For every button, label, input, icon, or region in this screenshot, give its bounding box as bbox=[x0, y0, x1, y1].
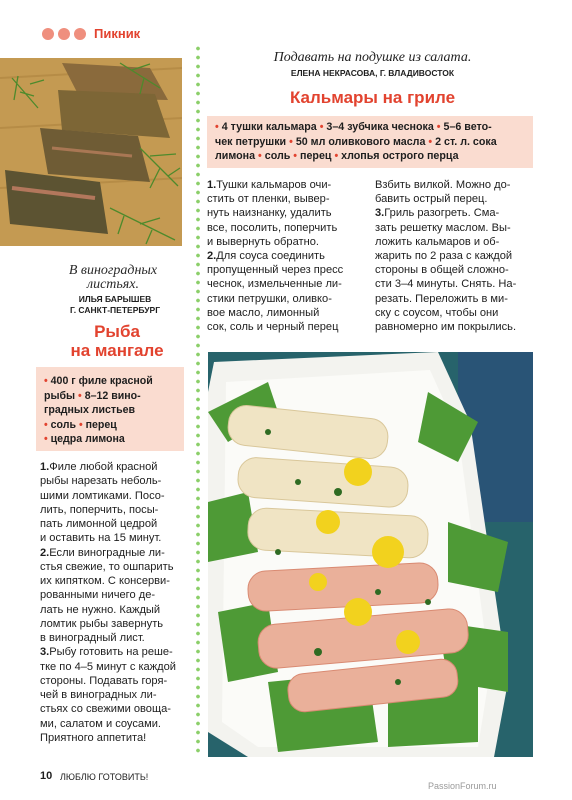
section-label: Пикник bbox=[94, 26, 141, 41]
ingredient: хлопья острого перца bbox=[341, 150, 459, 163]
watermark: PassionForum.ru bbox=[428, 781, 497, 791]
ingredient: 2 ст. л. сока bbox=[435, 135, 497, 148]
magazine-name: ЛЮБЛЮ ГОТОВИТЬ! bbox=[60, 772, 149, 782]
ingredient: 8–12 вино- bbox=[84, 389, 141, 402]
dot-icon bbox=[58, 28, 70, 40]
squid-author: ЕЛЕНА НЕКРАСОВА, Г. ВЛАДИВОСТОК bbox=[290, 68, 455, 78]
ingredient: соль bbox=[264, 150, 291, 163]
fish-author: ИЛЬЯ БАРЫШЕВ Г. САНКТ-ПЕТЕРБУРГ bbox=[69, 294, 161, 315]
squid-steps-col-1: 1.Тушки кальмаров очи- стить от пленки, вывер- нуть наизнанку, удалить все, посолить, поперчить и вывернуть обратно. 2.Для соуса соединить пропущенный через пресс чеснок, измельченные ли- стики петрушки, оливко- вое масло, лимонный сок, соль и черный перец bbox=[207, 179, 344, 334]
dotted-divider bbox=[193, 44, 203, 756]
ingredient: перец bbox=[300, 150, 332, 163]
ingredient: градных листьев bbox=[44, 404, 136, 416]
fish-steps: 1.Филе любой красной рыбы нарезать неболь- шими ломтиками. Посо- лить, поперчить, посы- пать лимонной цедрой и оставить на 15 минут. 2.Если виноградные ли- стья свежие, то ошпарить их кипятком. С консерви- рованными ничего де- лать не нужно. Каждый ломтик рыбы завернуть в виноградный лист. 3.Рыбу готовить на реше- тке по 4–5 минут с каждой стороны. Подавать горя- чей в виноградных ли- стьях со свежими овоща- ми, салатом и соусами. Приятного аппетита! bbox=[40, 461, 176, 744]
squid-photo bbox=[208, 352, 533, 757]
ingredient: 400 г филе красной bbox=[50, 375, 153, 387]
squid-recipe-title: Кальмары на гриле bbox=[289, 88, 456, 107]
ingredient: лимона bbox=[215, 150, 256, 163]
ingredient: соль bbox=[50, 418, 76, 431]
dot-icon bbox=[42, 28, 54, 40]
ingredient: 5–6 вето- bbox=[443, 121, 492, 133]
squid-ingredients-box: • 4 тушки кальмара • 3–4 зубчика чеснока • 5–6 вето- чек петрушки • 50 мл оливкового масла • 2 ст. л. сока лимона • соль • перец • хлопья острого перца bbox=[207, 116, 533, 168]
ingredient: рыбы bbox=[44, 389, 76, 402]
page-number: 10 bbox=[40, 770, 53, 782]
ingredient: 50 мл оливкового масла bbox=[295, 135, 426, 148]
squid-serving-note: Подавать на подушке из салата. bbox=[273, 50, 472, 65]
ingredient: чек петрушки bbox=[215, 135, 287, 148]
section-dots bbox=[42, 28, 86, 40]
ingredient: 3–4 зубчика чеснока bbox=[326, 121, 434, 133]
ingredient: 4 тушки кальмара bbox=[221, 121, 317, 133]
squid-steps-col-2: Взбить вилкой. Можно до- бавить острый перец. 3.Гриль разогреть. Сма- зать решетку маслом. Вы- ложить кальмаров и об- жарить по 2 раза с каждой стороны в общей сложно- сти 3–4 минуты. Снять. На- резать. Переложить в ми- ску с соусом, чтобы они равномерно им покрылись. bbox=[375, 179, 517, 334]
dot-icon bbox=[74, 28, 86, 40]
fish-serving-note: В виноградных листьях. bbox=[68, 263, 158, 292]
fish-recipe-title: Рыба на мангале bbox=[70, 322, 164, 360]
fish-photo bbox=[0, 58, 182, 246]
ingredient: перец bbox=[85, 418, 117, 431]
fish-ingredients-box: • 400 г филе красной рыбы • 8–12 вино- градных листьев • соль • перец • цедра лимона bbox=[36, 367, 184, 451]
ingredient: цедра лимона bbox=[50, 433, 125, 445]
